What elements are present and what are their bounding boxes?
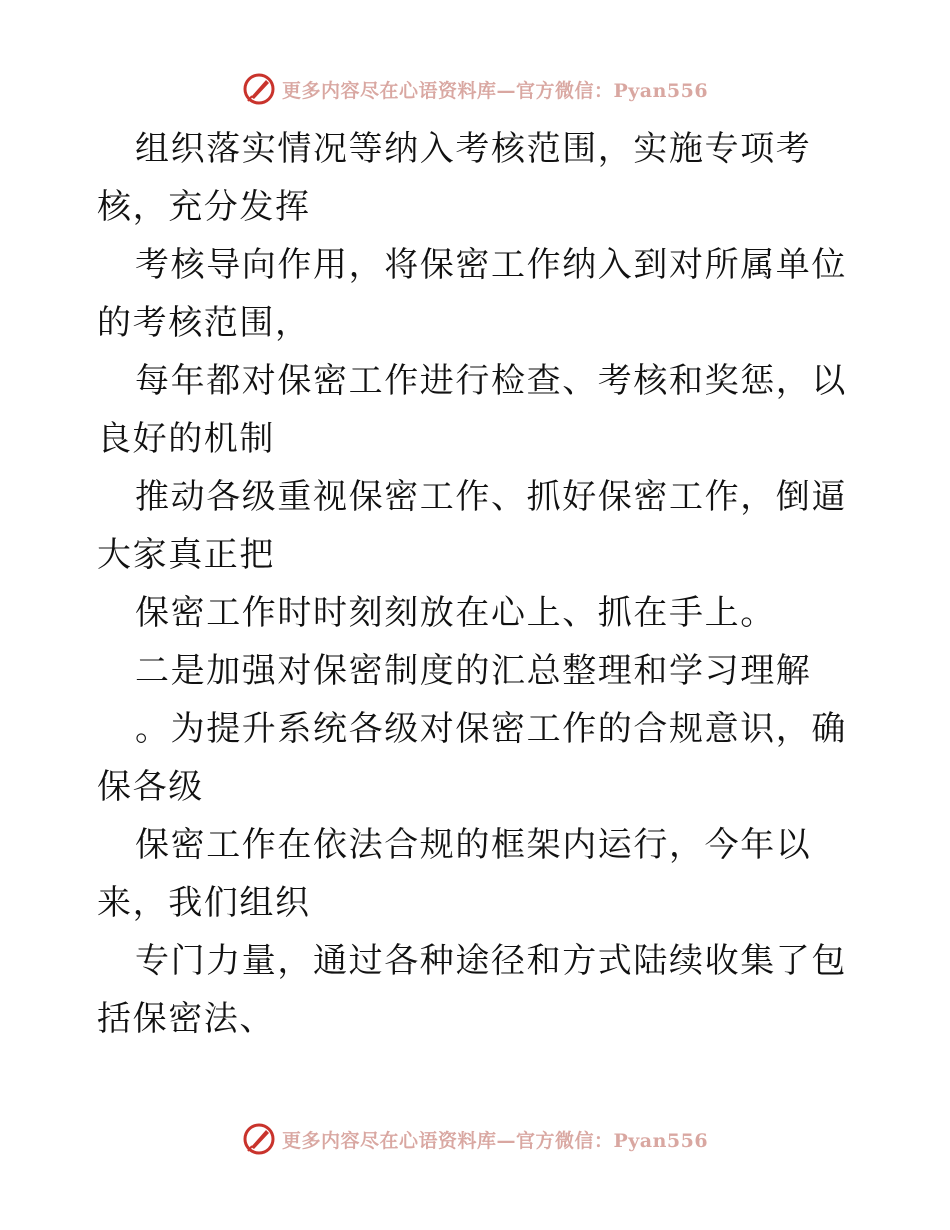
- paragraph: 保密工作时时刻刻放在心上、抓在手上。: [135, 593, 776, 633]
- banner-text: 更多内容尽在心语资料库—官方微信：Pyan556: [281, 79, 709, 102]
- paragraph: 推动各级重视保密工作、抓好保密工作，倒逼大家真正把: [97, 477, 847, 575]
- paragraph: 每年都对保密工作进行检查、考核和奖惩，以良好的机制: [97, 361, 847, 459]
- paragraph: 考核导向作用，将保密工作纳入到对所属单位的考核范围，: [97, 245, 847, 343]
- quill-pen-logo-icon: [242, 72, 276, 106]
- paragraph: 。为提升系统各级对保密工作的合规意识，确保各级: [97, 709, 847, 807]
- header-banner: [0, 72, 950, 106]
- footer-banner: [0, 1122, 950, 1156]
- paragraph: 二是加强对保密制度的汇总整理和学习理解: [135, 651, 812, 691]
- paragraph: 保密工作在依法合规的框架内运行，今年以来，我们组织: [97, 825, 812, 923]
- paragraph: 组织落实情况等纳入考核范围，实施专项考核，充分发挥: [97, 129, 812, 227]
- document-body: [97, 120, 857, 1048]
- paragraph: 专门力量，通过各种途径和方式陆续收集了包括保密法、: [97, 941, 847, 1039]
- banner-text: 更多内容尽在心语资料库—官方微信：Pyan556: [281, 1129, 709, 1152]
- quill-pen-logo-icon: [242, 1122, 276, 1156]
